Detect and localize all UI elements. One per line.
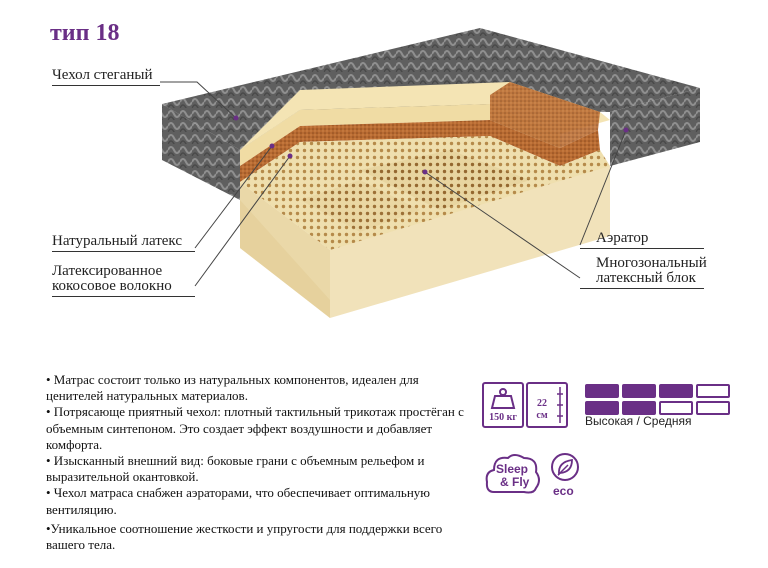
label-latex-block: Многозональный латексный блок	[596, 256, 707, 289]
bullet-item: •Уникальное соотношение жесткости и упругости для поддержки всего вашего тела.	[46, 520, 443, 553]
bullet-item: • Потрясающе приятный чехол: плотный тактильный трикотаж простёган с объемным синтепоном. Это создает эффект воздушности и добавляет комфорта.	[46, 404, 464, 452]
label-cover: Чехол стеганый	[52, 68, 160, 86]
sleep-badge-line2: & Fly	[500, 475, 530, 489]
firmness-cell	[659, 384, 693, 398]
bullet-item: • Изысканный внешний вид: боковые грани с объемным рельефом и выразительной окантовкой.	[46, 453, 425, 485]
firmness-cell	[659, 401, 693, 415]
height-value: 22	[537, 398, 547, 409]
firmness-cell	[585, 401, 619, 415]
firmness-cell	[622, 384, 656, 398]
label-latex: Натуральный латекс	[52, 234, 195, 252]
firmness-cell	[585, 384, 619, 398]
label-aerator: Аэратор	[596, 231, 704, 249]
firmness-cell	[696, 384, 730, 398]
height-spec	[526, 382, 568, 428]
firmness-cell	[696, 401, 730, 415]
sleep-badge-line1: Sleep	[496, 462, 529, 476]
bullet-item: • Матрас состоит только из натуральных компонентов, идеален для ценителей натуральных материалов.	[46, 372, 419, 404]
page-title: тип 18	[50, 20, 120, 46]
height-icon	[556, 386, 564, 424]
eco-leaf-icon	[550, 452, 580, 482]
eco-label: eco	[553, 484, 574, 498]
weight-spec	[482, 382, 524, 428]
label-coconut: Латексированное кокосовое волокно	[52, 264, 195, 297]
firmness-cell	[622, 401, 656, 415]
bullet-item: • Чехол матраса снабжен аэраторами, что обеспечивает оптимальную вентиляцию.	[46, 485, 431, 517]
height-unit: см	[536, 410, 548, 421]
weight-icon	[484, 386, 522, 410]
description-list	[46, 372, 474, 553]
firmness-caption: Высокая / Средняя	[585, 414, 692, 428]
max-weight-value: 150 кг	[489, 412, 517, 423]
